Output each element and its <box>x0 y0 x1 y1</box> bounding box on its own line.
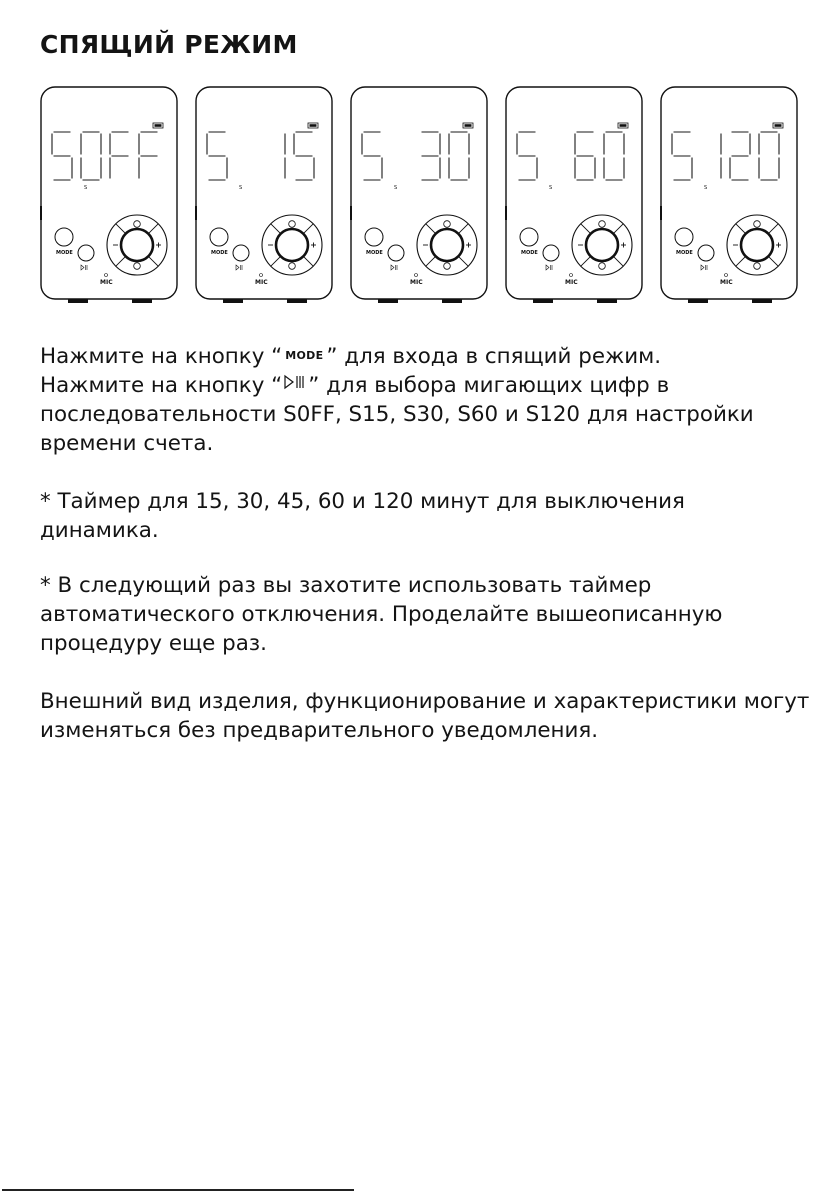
play-pause-icon <box>391 265 397 270</box>
note-repeat: * В следующий раз вы захотите использовать таймер автоматического отключения. Проделайте вышеописанную процедуру еще раз. <box>40 573 723 656</box>
device-illustration <box>350 86 488 316</box>
display-indicator: S <box>704 185 708 191</box>
speaker-illustration <box>660 86 798 316</box>
play-pause-icon <box>282 374 308 390</box>
display-indicator: S <box>549 185 553 191</box>
speaker-illustration <box>40 86 178 316</box>
device-illustration <box>40 86 178 316</box>
device-illustration <box>195 86 333 316</box>
mode-label: MODE <box>521 250 538 256</box>
mic-label: MIC <box>100 279 113 286</box>
lcd-display <box>517 132 624 180</box>
control-dial <box>262 215 322 275</box>
mode-button <box>365 228 383 246</box>
lcd-display <box>52 132 158 180</box>
speaker-illustration <box>505 86 643 316</box>
notes-text <box>40 571 810 774</box>
device-illustrations <box>40 86 800 316</box>
mode-label: MODE <box>211 250 228 256</box>
instruction-mode-suffix: ” для входа в спящий режим. <box>326 344 662 369</box>
note-timer: * Таймер для 15, 30, 45, 60 и 120 минут для выключения динамика. <box>40 489 685 543</box>
control-dial <box>417 215 477 275</box>
control-dial <box>572 215 632 275</box>
mode-button <box>520 228 538 246</box>
mode-button <box>55 228 73 246</box>
control-dial <box>727 215 787 275</box>
device-illustration <box>505 86 643 316</box>
lcd-display <box>672 132 779 180</box>
speaker-illustration <box>195 86 333 316</box>
mode-label: MODE <box>676 250 693 256</box>
play-pause-button <box>698 245 714 261</box>
page-title: СПЯЩИЙ РЕЖИМ <box>40 30 298 59</box>
play-pause-button <box>388 245 404 261</box>
mode-button <box>675 228 693 246</box>
mic-label: MIC <box>255 279 268 286</box>
play-pause-icon <box>81 265 87 270</box>
lcd-display <box>207 132 314 180</box>
mic-label: MIC <box>410 279 423 286</box>
mode-label: MODE <box>366 250 383 256</box>
speaker-illustration <box>350 86 488 316</box>
footer-rule <box>2 1189 354 1191</box>
play-pause-icon <box>236 265 242 270</box>
instruction-mode-prefix: Нажмите на кнопку “ <box>40 344 283 369</box>
disclaimer: Внешний вид изделия, функционирование и характеристики могут изменяться без предварительного уведомления. <box>40 689 810 743</box>
play-pause-button <box>78 245 94 261</box>
instruction-play-prefix: Нажмите на кнопку “ <box>40 373 283 398</box>
mode-label: MODE <box>56 250 73 256</box>
play-pause-icon <box>546 265 552 270</box>
mic-label: MIC <box>565 279 578 286</box>
lcd-display <box>362 132 469 180</box>
mic-label: MIC <box>720 279 733 286</box>
instruction-play-suffix: ” для выбора мигающих цифр в последовательности S0FF, S15, S30, S60 и S120 для настройки времени счета. <box>40 373 754 456</box>
device-illustration <box>660 86 798 316</box>
instructions-text <box>40 341 810 574</box>
display-indicator: S <box>84 185 88 191</box>
instructions-paragraph <box>40 341 810 458</box>
mode-button-icon: MODE <box>285 349 324 362</box>
play-pause-button <box>543 245 559 261</box>
control-dial <box>107 215 167 275</box>
mode-button <box>210 228 228 246</box>
display-indicator: S <box>239 185 243 191</box>
display-indicator: S <box>394 185 398 191</box>
play-pause-icon <box>701 265 707 270</box>
play-pause-button <box>233 245 249 261</box>
